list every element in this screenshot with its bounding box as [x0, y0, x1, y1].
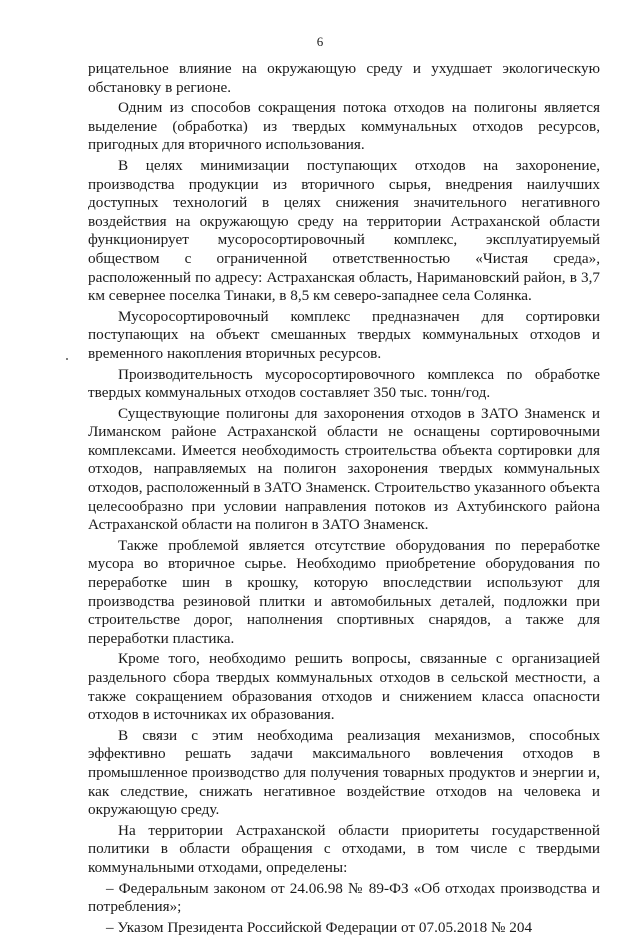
paragraph: В целях минимизации поступающих отходов на захоронение, производства продукции из вторичного сырья, внедрения наилучших доступных технологий в целях снижения значительного негативного воздействия на окружающую среду на территории Астраханской области функционирует мусоросортировочный комплекс, эксплуатируемый обществом с ограниченной ответственностью «Чистая среда», расположенный по адресу: Астраханская область, Наримановский район, в 3,7 км севернее поселка Тинаки, в 8,5 км северо-западнее села Солянка.: [88, 156, 600, 305]
document-body: [88, 60, 600, 939]
margin-mark: [66, 358, 68, 360]
paragraph: Существующие полигоны для захоронения отходов в ЗАТО Знаменск и Лиманском районе Астраханской области не оснащены сортировочными комплексами. Имеется необходимость строительства объекта сортировки для отходов, направляемых на полигон захоронения твердых коммунальных отходов, расположенный в ЗАТО Знаменск. Строительство указанного объекта целесообразно при условии направления потоков из Ахтубинского района Астраханской области на полигон в ЗАТО Знаменск.: [88, 404, 600, 534]
list-item: – Федеральным законом от 24.06.98 № 89-ФЗ «Об отходах производства и потребления»;: [88, 879, 600, 916]
page-number: 6: [316, 34, 324, 49]
paragraph: На территории Астраханской области приоритеты государственной политики в области обращения с отходами, в том числе с твердыми коммунальными отходами, определены:: [88, 821, 600, 876]
paragraph: Одним из способов сокращения потока отходов на полигоны является выделение (обработка) из твердых коммунальных отходов ресурсов, пригодных для вторичного использования.: [88, 99, 600, 154]
list-item: – Указом Президента Российской Федерации от 07.05.2018 № 204: [106, 918, 533, 936]
paragraph: рицательное влияние на окружающую среду и ухудшает экологическую обстановку в регионе.: [88, 60, 600, 96]
paragraph: Мусоросортировочный комплекс предназначен для сортировки поступающих на объект смешанных твердых коммунальных отходов и временного накопления вторичных ресурсов.: [88, 307, 600, 362]
paragraph: Кроме того, необходимо решить вопросы, связанные с организацией раздельного сбора твердых коммунальных отходов в сельской местности, а также сокращением образования отходов и снижением класса опасности отходов в источниках их образования.: [88, 650, 600, 724]
paragraph: В связи с этим необходима реализация механизмов, способных эффективно решать задачи максимального вовлечения отходов в промышленное производство для получения товарных продуктов и энергии и, как следствие, снижать негативное воздействие отходов на человека и окружающую среду.: [88, 726, 600, 819]
paragraph: Также проблемой является отсутствие оборудования по переработке мусора во вторичное сырье. Необходимо приобретение оборудования по переработке шин в крошку, которую впоследствии используют для производства резиновой плитки и автомобильных деталей, подложки при строительстве дорог, наполнения спортивных снарядов, а также для переработки пластика.: [88, 536, 600, 647]
paragraph: Производительность мусоросортировочного комплекса по обработке твердых коммунальных отходов составляет 350 тыс. тонн/год.: [88, 365, 600, 402]
